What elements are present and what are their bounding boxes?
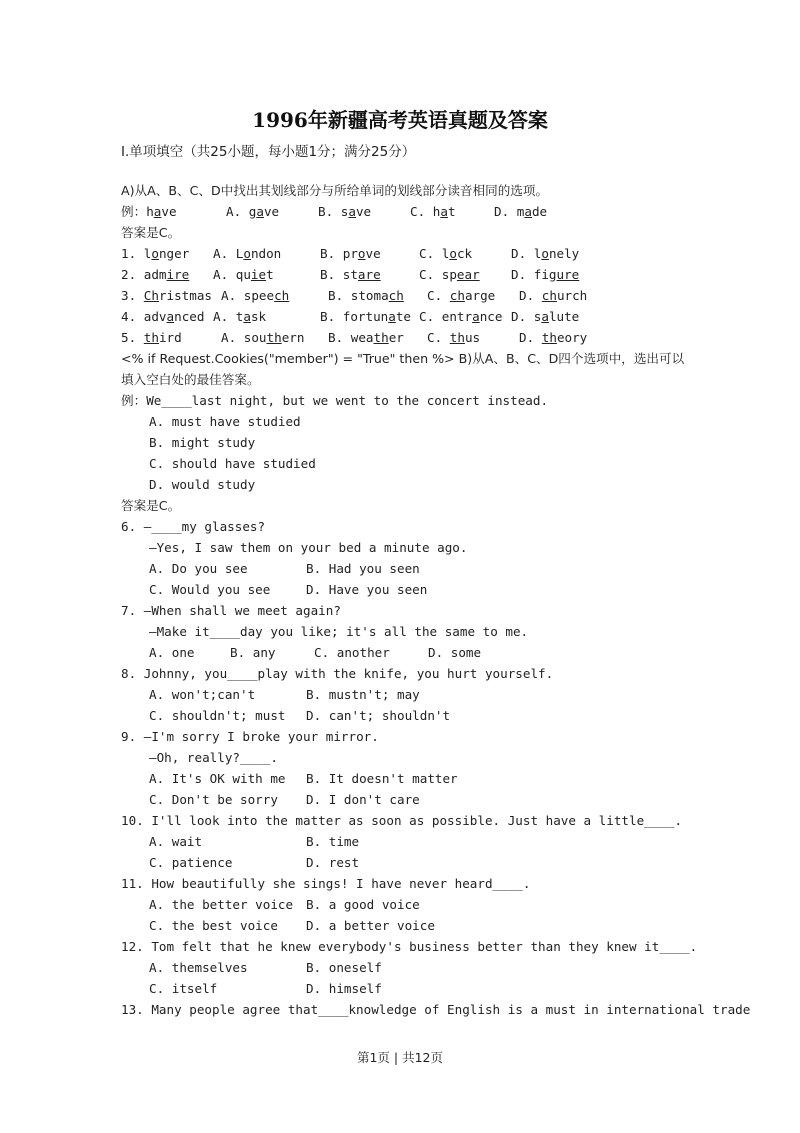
answer-option: B. It doesn't matter: [306, 771, 458, 786]
item-option: [320, 243, 419, 264]
question-text: I'll look into the matter as soon as possible. Just have a little____.: [151, 813, 683, 828]
question-number: 7.: [121, 603, 137, 618]
word-suffix: eory: [556, 330, 588, 345]
option-label: B.: [320, 309, 336, 324]
underlined-letters: ure: [556, 267, 580, 282]
example-row: [121, 201, 691, 222]
option-label: A.: [213, 246, 229, 261]
word-suffix: nce: [479, 309, 503, 324]
word-prefix: [534, 330, 542, 345]
word-suffix: t: [447, 204, 456, 219]
answer-option: C. shouldn't; must: [149, 708, 286, 723]
item-option: [419, 243, 511, 264]
underlined-letters: th: [266, 330, 282, 345]
underlined-letters: are: [357, 267, 381, 282]
underlined-letters: o: [243, 246, 251, 261]
underlined-letters: ch: [388, 288, 404, 303]
example-answer: 答案是C。: [121, 498, 181, 513]
word-suffix: ristmas: [158, 288, 213, 303]
underlined-letters: Ch: [143, 288, 159, 303]
answer-option: B. time: [306, 834, 360, 849]
word-suffix: ern: [281, 330, 305, 345]
option-label: B.: [328, 288, 344, 303]
word-suffix: urch: [556, 288, 588, 303]
word-prefix: spee: [236, 288, 275, 303]
options-row: [121, 558, 691, 579]
underlined-letters: th: [449, 330, 465, 345]
question-stem: [121, 726, 691, 747]
item-number: 2.: [121, 267, 137, 282]
question-number: 11.: [121, 876, 144, 891]
question-line: —Yes, I saw them on your bed a minute ago.: [149, 540, 468, 555]
item-option: [328, 285, 427, 306]
example-option: A. must have studied: [149, 414, 301, 429]
options-row: [121, 957, 691, 978]
underlined-letters: o: [541, 246, 549, 261]
question-line: —Make it____day you like; it's all the same to me.: [149, 624, 529, 639]
options-row: [121, 789, 691, 810]
options-row: [121, 684, 691, 705]
option-label: C.: [427, 288, 443, 303]
underlined-letters: a: [243, 309, 251, 324]
options-row: [121, 579, 691, 600]
question-line: —Oh, really?____.: [149, 750, 278, 765]
option-label: B.: [320, 267, 336, 282]
answer-option: A. the better voice: [149, 897, 294, 912]
underlined-letters: a: [348, 204, 356, 219]
question-number: 13.: [121, 1002, 144, 1017]
phonetics-item: [121, 264, 691, 285]
phonetics-item: [121, 285, 691, 306]
item-option: [511, 243, 621, 264]
option-label: B.: [320, 246, 336, 261]
question-text: —I'm sorry I broke your mirror.: [143, 729, 379, 744]
word-suffix: ndon: [250, 246, 282, 261]
options-row: [121, 768, 691, 789]
underlined-letters: o: [449, 246, 457, 261]
options-row: [121, 852, 691, 873]
word-suffix: te: [395, 309, 412, 324]
word-suffix: arge: [464, 288, 496, 303]
item-number: 3.: [121, 288, 137, 303]
example-option: [226, 201, 318, 222]
document-body: [121, 180, 751, 1020]
option-label: C.: [410, 204, 426, 219]
question-text: How beautifully she sings! I have never heard____.: [151, 876, 531, 891]
answer-option: B. a good voice: [306, 897, 420, 912]
phonetics-item: [121, 306, 691, 327]
options-row: [121, 705, 691, 726]
option-label: A.: [226, 204, 242, 219]
answer-option: A. Do you see: [149, 561, 248, 576]
word-suffix: t: [266, 267, 274, 282]
item-option: [419, 306, 511, 327]
underlined-letters: a: [524, 204, 532, 219]
answer-option: C. itself: [149, 981, 218, 996]
word-suffix: sk: [250, 309, 267, 324]
word-suffix: nger: [158, 246, 190, 261]
option-label: B.: [318, 204, 334, 219]
underlined-letters: o: [151, 246, 159, 261]
underlined-letters: ire: [166, 267, 190, 282]
word-prefix: [534, 288, 542, 303]
option-label: A.: [213, 267, 229, 282]
options-row: [121, 642, 691, 663]
item-option: [511, 306, 621, 327]
word-prefix: pr: [335, 246, 358, 261]
underlined-letters: ch: [274, 288, 290, 303]
example-question-text: We____last night, but we went to the concert instead.: [146, 393, 549, 408]
word-prefix: adm: [143, 267, 167, 282]
word-suffix: de: [531, 204, 548, 219]
answer-option: C. Don't be sorry: [149, 792, 278, 807]
item-word: [121, 306, 213, 327]
item-option: [320, 264, 419, 285]
option-label: D.: [494, 204, 510, 219]
underlined-letters: a: [388, 309, 396, 324]
option-label: A.: [221, 330, 237, 345]
word-prefix: stoma: [343, 288, 389, 303]
word-suffix: nced: [174, 309, 205, 324]
question-number: 9.: [121, 729, 137, 744]
word-prefix: [442, 330, 450, 345]
example-word: [121, 201, 226, 222]
underlined-letters: ear: [456, 267, 480, 282]
item-option: [511, 264, 621, 285]
word-suffix: nely: [548, 246, 580, 261]
answer-option: A. wait: [149, 834, 203, 849]
item-option: [328, 327, 427, 348]
question-number: 12.: [121, 939, 144, 954]
word-prefix: s: [526, 309, 542, 324]
word-prefix: [442, 288, 450, 303]
word-suffix: ck: [456, 246, 473, 261]
option-label: D.: [519, 330, 535, 345]
answer-option: B. oneself: [306, 960, 382, 975]
word-prefix: h: [425, 204, 441, 219]
question-number: 6.: [121, 519, 137, 534]
options-row: [121, 831, 691, 852]
option-label: C.: [427, 330, 443, 345]
answer-option: D. himself: [306, 981, 382, 996]
underlined-letters: a: [166, 309, 175, 324]
answer-option: D. I don't care: [306, 792, 420, 807]
answer-option: C. the best voice: [149, 918, 278, 933]
page-title: 1996年新疆高考英语真题及答案: [252, 108, 548, 132]
underlined-letters: a: [153, 204, 162, 219]
example-question: [121, 390, 691, 411]
underlined-letters: a: [541, 309, 549, 324]
question-stem: [121, 516, 691, 537]
item-word: [121, 327, 221, 348]
example-answer: 答案是C。: [121, 225, 181, 240]
underlined-letters: ch: [449, 288, 465, 303]
question-stem: [121, 936, 698, 957]
answer-option: A. themselves: [149, 960, 248, 975]
answer-option: D. a better voice: [306, 918, 435, 933]
question-text: Many people agree that____knowledge of English is a must in international trade: [151, 1002, 751, 1017]
word-prefix: sou: [236, 330, 267, 345]
word-suffix: ve: [161, 204, 177, 219]
answer-option: A. won't;can't: [149, 687, 256, 702]
part-b-intro: <% if Request.Cookies("member") = "True" then %> B)从A、B、C、D四个选项中，选出可以填入空白处的最佳答案。: [121, 351, 685, 387]
answer-option: C. another: [314, 645, 390, 660]
example-option: [494, 201, 584, 222]
word-prefix: st: [335, 267, 358, 282]
option-label: A.: [213, 309, 229, 324]
example-option: D. would study: [149, 477, 256, 492]
word-prefix: qu: [228, 267, 251, 282]
part-a-intro: A)从A、B、C、D中找出其划线部分与所给单词的划线部分读音相同的选项。: [121, 183, 549, 198]
word-suffix: er: [388, 330, 404, 345]
item-option: [221, 285, 328, 306]
item-word: [121, 285, 221, 306]
word-suffix: us: [464, 330, 481, 345]
answer-option: C. patience: [149, 855, 233, 870]
item-number: 1.: [121, 246, 137, 261]
phonetics-item: [121, 243, 691, 264]
answer-option: B. Had you seen: [306, 561, 420, 576]
page-footer: 第1页 | 共12页: [356, 1050, 444, 1065]
underlined-letters: o: [357, 246, 366, 261]
option-label: C.: [419, 309, 435, 324]
item-option: [213, 243, 320, 264]
item-word: [121, 264, 213, 285]
phonetics-item: [121, 327, 691, 348]
option-label: D.: [511, 309, 527, 324]
question-text: Tom felt that he knew everybody's business better than they knew it____.: [151, 939, 698, 954]
word-prefix: l: [434, 246, 450, 261]
word-prefix: h: [146, 204, 154, 219]
option-label: D.: [511, 246, 527, 261]
answer-option: B. mustn't; may: [306, 687, 420, 702]
item-option: [213, 306, 320, 327]
option-label: C.: [419, 267, 435, 282]
item-option: [419, 264, 511, 285]
example-option: [410, 201, 494, 222]
word-prefix: fig: [526, 267, 557, 282]
example-option: B. might study: [149, 435, 256, 450]
section-heading: Ⅰ.单项填空（共25小题，每小题1分；满分25分）: [121, 144, 416, 160]
word-prefix: g: [241, 204, 257, 219]
question-stem: [121, 600, 691, 621]
question-stem: [121, 810, 691, 831]
question-stem: [121, 663, 691, 684]
word-suffix: ve: [365, 246, 381, 261]
word-prefix: L: [228, 246, 244, 261]
underlined-letters: ie: [250, 267, 267, 282]
question-stem: [121, 999, 751, 1020]
answer-option: A. one: [149, 645, 195, 660]
word-suffix: lute: [548, 309, 580, 324]
answer-option: B. any: [230, 645, 276, 660]
example-option: [318, 201, 410, 222]
underlined-letters: th: [541, 330, 557, 345]
word-suffix: ve: [263, 204, 280, 219]
item-option: [427, 327, 519, 348]
word-prefix: m: [509, 204, 525, 219]
item-option: [427, 285, 519, 306]
underlined-letters: th: [143, 330, 159, 345]
item-option: [519, 327, 629, 348]
word-prefix: s: [333, 204, 349, 219]
example-option: C. should have studied: [149, 456, 316, 471]
example-prefix: 例：: [121, 393, 147, 408]
word-prefix: entr: [434, 309, 473, 324]
option-label: B.: [328, 330, 344, 345]
word-prefix: wea: [343, 330, 374, 345]
word-prefix: adv: [143, 309, 167, 324]
answer-option: C. Would you see: [149, 582, 271, 597]
options-row: [121, 915, 691, 936]
word-prefix: t: [228, 309, 244, 324]
underlined-letters: a: [256, 204, 264, 219]
item-number: 5.: [121, 330, 137, 345]
item-option: [320, 306, 419, 327]
options-row: [121, 894, 691, 915]
question-text: —____my glasses?: [143, 519, 266, 534]
option-label: D.: [511, 267, 527, 282]
answer-option: A. It's OK with me: [149, 771, 286, 786]
question-number: 8.: [121, 666, 137, 681]
item-option: [221, 327, 328, 348]
item-word: [121, 243, 213, 264]
option-label: C.: [419, 246, 435, 261]
item-number: 4.: [121, 309, 137, 324]
underlined-letters: th: [373, 330, 389, 345]
question-number: 10.: [121, 813, 144, 828]
question-text: Johnny, you____play with the knife, you hurt yourself.: [143, 666, 554, 681]
answer-option: D. rest: [306, 855, 360, 870]
option-label: A.: [221, 288, 237, 303]
answer-option: D. some: [428, 645, 482, 660]
answer-option: D. can't; shouldn't: [306, 708, 451, 723]
word-prefix: l: [526, 246, 542, 261]
option-label: D.: [519, 288, 535, 303]
answer-option: D. Have you seen: [306, 582, 428, 597]
underlined-letters: a: [472, 309, 480, 324]
question-text: —When shall we meet again?: [143, 603, 341, 618]
item-option: [519, 285, 629, 306]
word-suffix: ird: [158, 330, 182, 345]
item-option: [213, 264, 320, 285]
options-row: [121, 978, 691, 999]
word-prefix: l: [143, 246, 152, 261]
word-suffix: ve: [355, 204, 372, 219]
example-prefix: 例：: [121, 204, 147, 219]
question-stem: [121, 873, 691, 894]
underlined-letters: ch: [541, 288, 557, 303]
word-prefix: sp: [434, 267, 457, 282]
underlined-letters: a: [440, 204, 448, 219]
word-prefix: fortun: [335, 309, 389, 324]
